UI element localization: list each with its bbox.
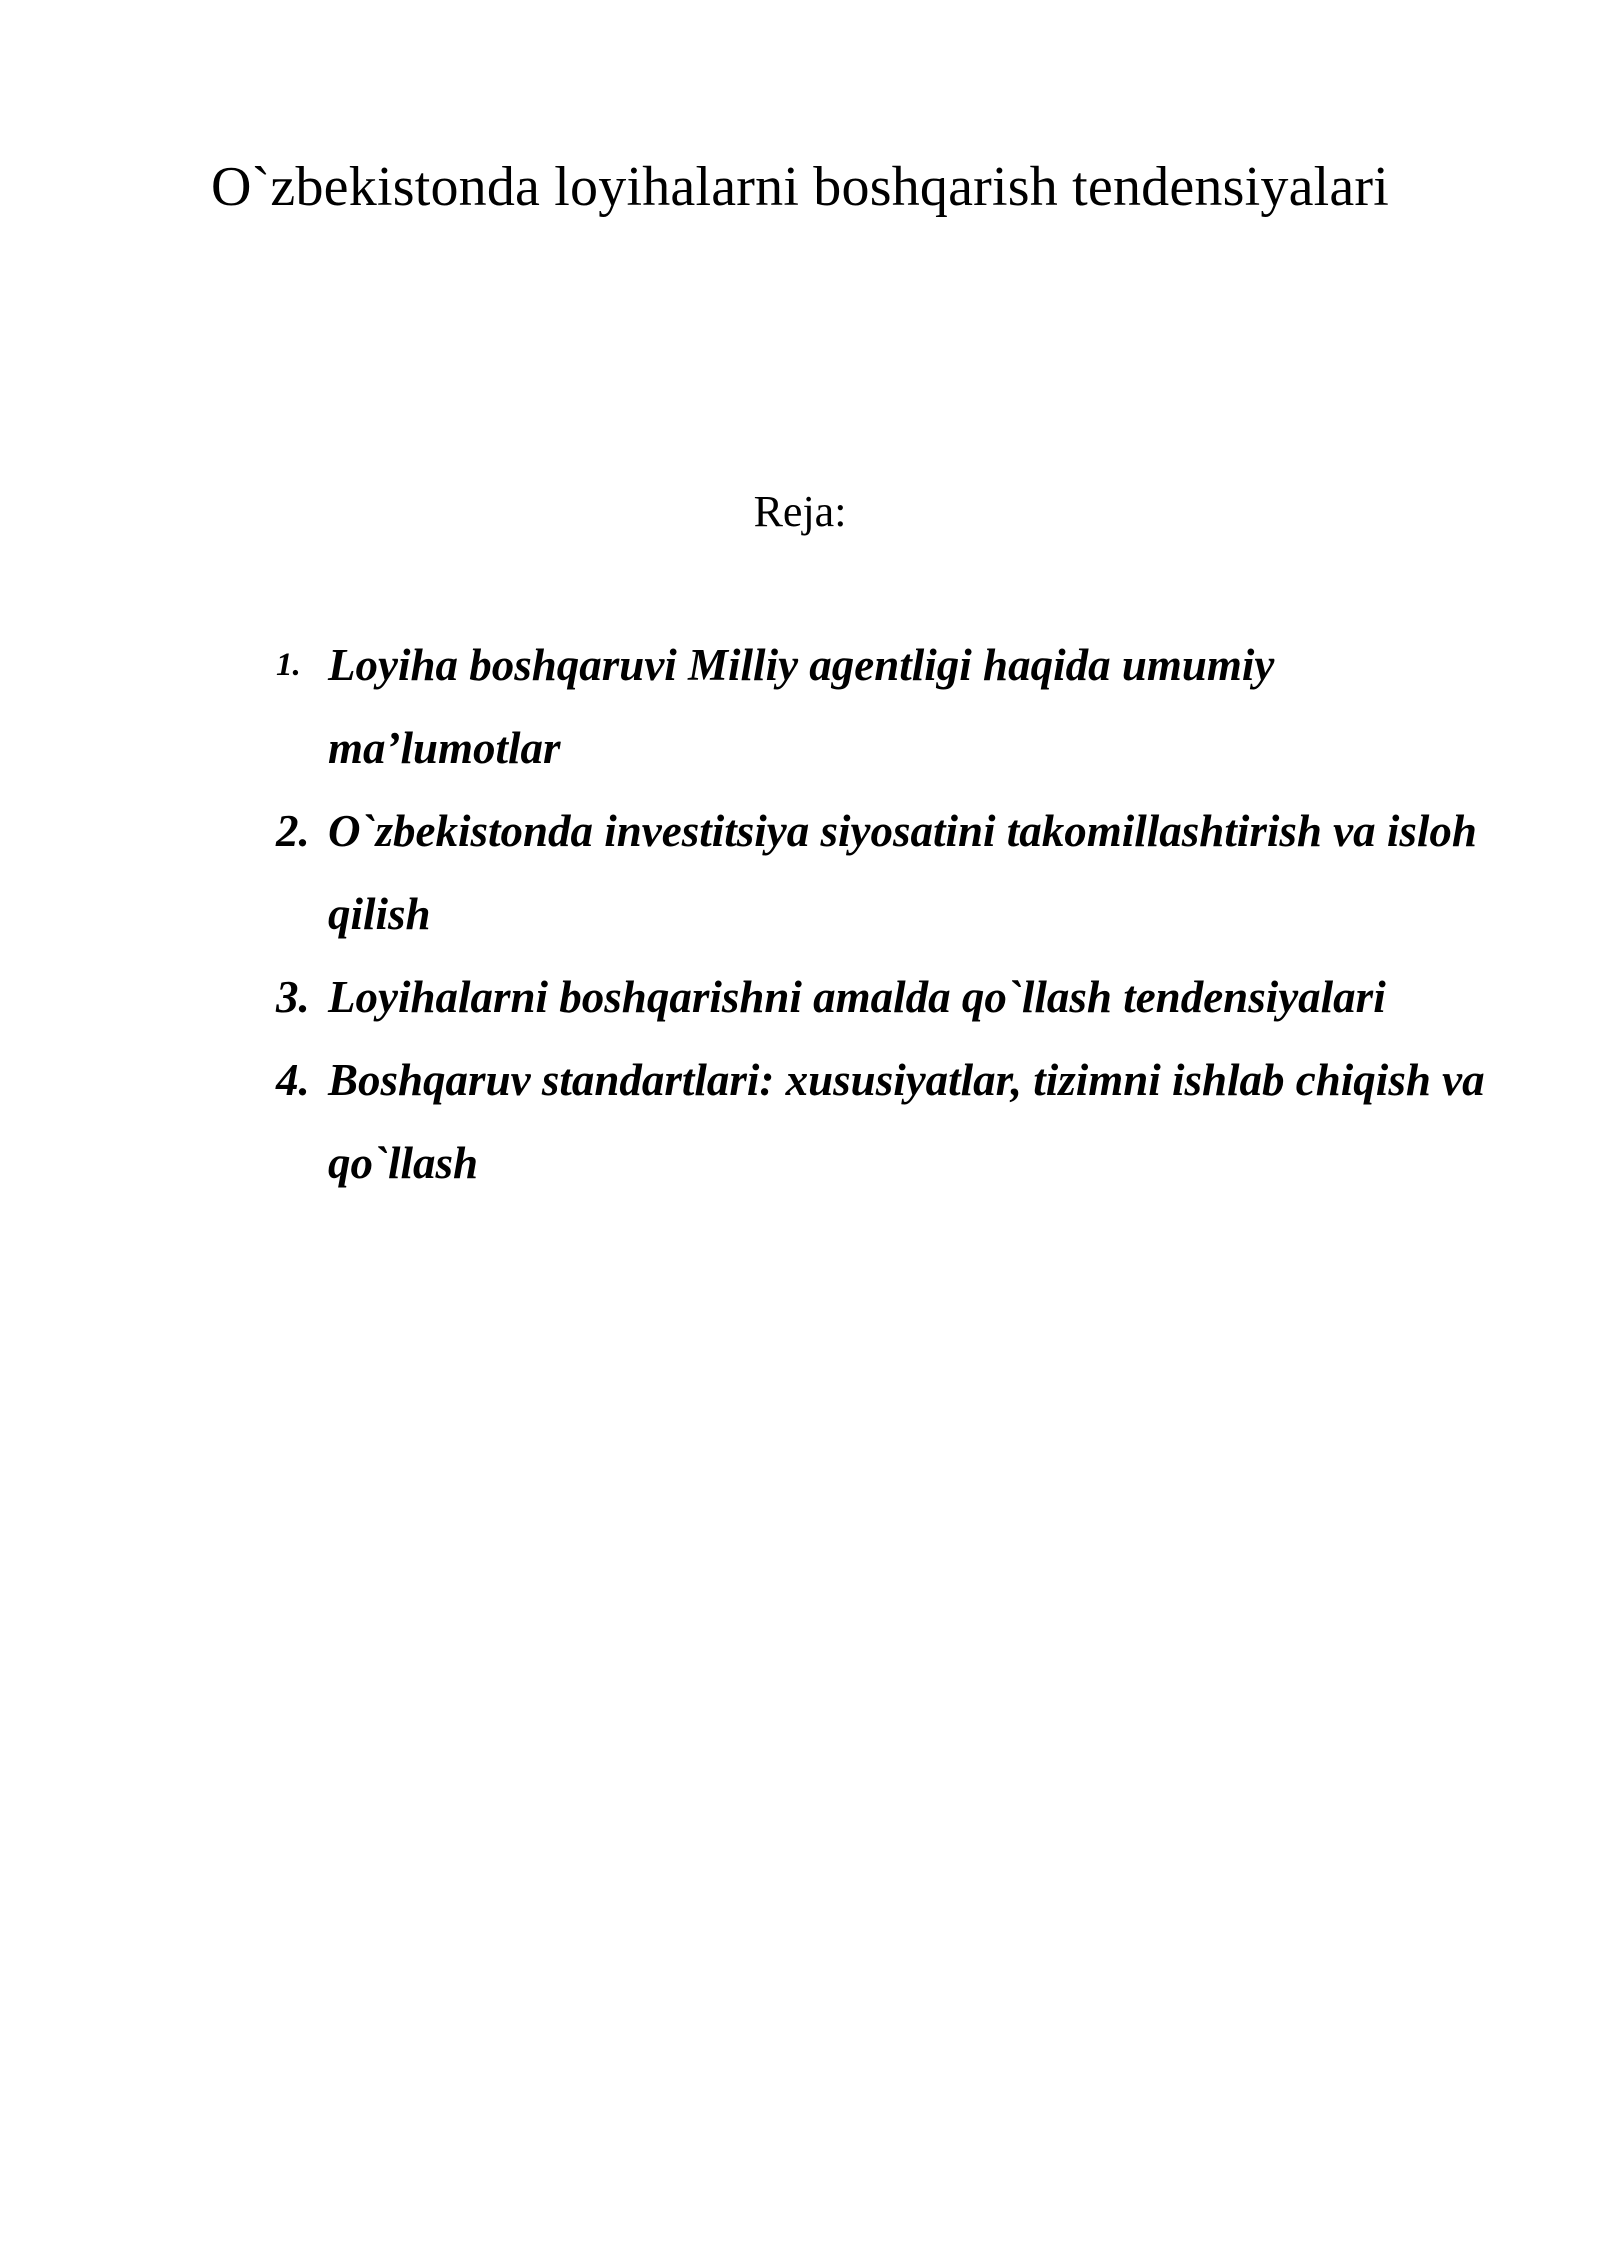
plan-item-number: 2. — [276, 806, 310, 856]
document-title: O`zbekistonda loyihalarni boshqarish tendensiyalari — [210, 156, 1390, 218]
plan-item-number: 4. — [276, 1055, 310, 1105]
plan-item-text: Loyiha boshqaruvi Milliy agentligi haqida umumiy ma’lumotlar — [328, 640, 1275, 773]
plan-item-1 — [276, 624, 1496, 790]
plan-item-2 — [276, 790, 1496, 956]
plan-list — [276, 624, 1496, 1205]
plan-item-text: Loyihalarni boshqarishni amalda qo`llash tendensiyalari — [328, 972, 1386, 1022]
plan-item-3 — [276, 956, 1496, 1039]
plan-item-text: O`zbekistonda investitsiya siyosatini takomillashtirish va isloh qilish — [328, 806, 1477, 939]
plan-item-text: Boshqaruv standartlari: xususiyatlar, tizimni ishlab chiqish va qo`llash — [328, 1055, 1485, 1188]
plan-item-4 — [276, 1039, 1496, 1205]
plan-item-number: 3. — [276, 972, 310, 1022]
plan-heading: Reja: — [753, 487, 847, 536]
plan-item-number: 1. — [276, 647, 301, 683]
